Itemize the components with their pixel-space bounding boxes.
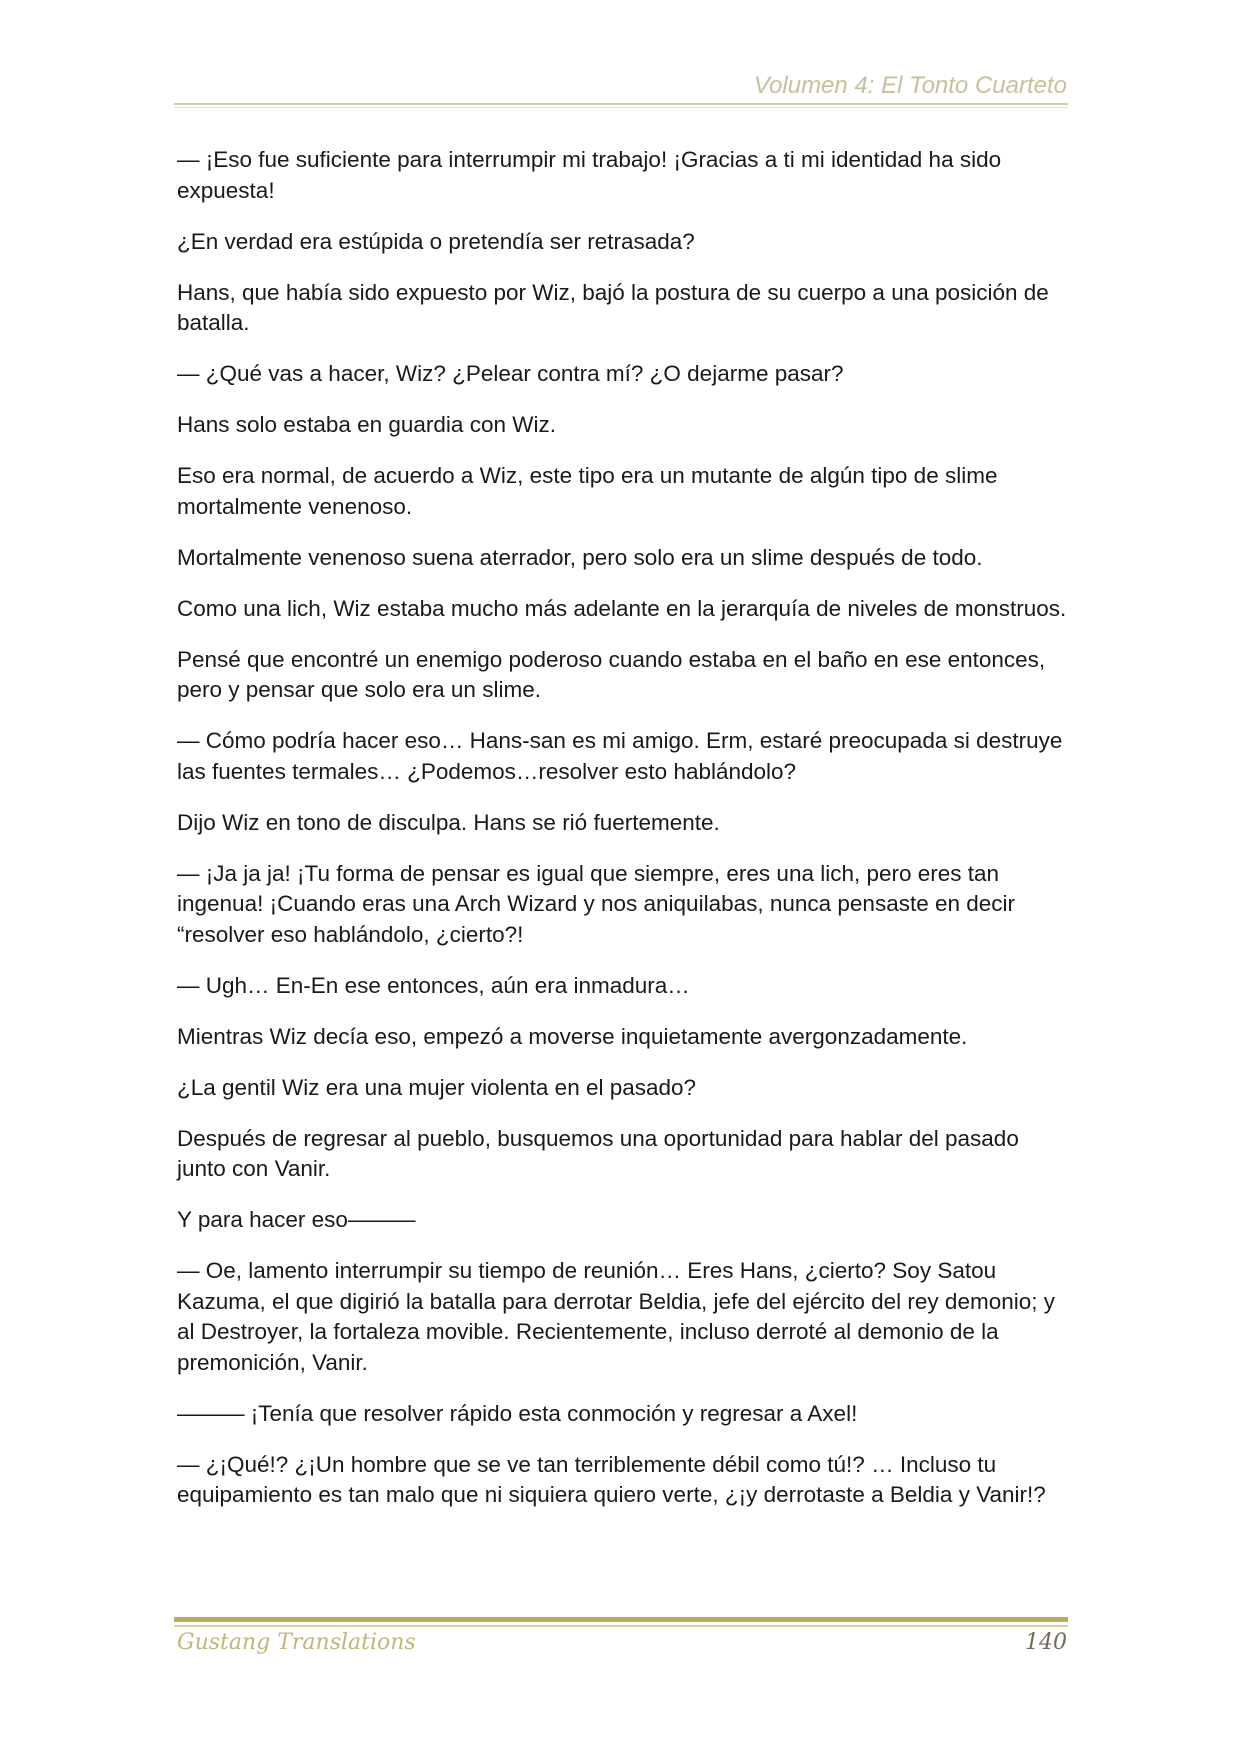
paragraph: Mortalmente venenoso suena aterrador, pero solo era un slime después de todo. <box>177 544 983 570</box>
paragraph: Hans, que había sido expuesto por Wiz, bajó la postura de su cuerpo a una posición de batalla. <box>177 279 1049 335</box>
paragraph: Después de regresar al pueblo, busquemos una oportunidad para hablar del pasado junto con Vanir. <box>177 1125 1019 1181</box>
paragraph: ——— ¡Tenía que resolver rápido esta conmoción y regresar a Axel! <box>177 1400 858 1426</box>
running-header-title: Volumen 4: El Tonto Cuarteto <box>753 72 1067 99</box>
page-number: 140 <box>1025 1630 1067 1655</box>
footer-divider <box>174 1617 1068 1622</box>
footer-publisher: Gustang Translations <box>177 1630 416 1655</box>
paragraph: — Ugh… En-En ese entonces, aún era inmadura… <box>177 972 690 998</box>
paragraph: Pensé que encontré un enemigo poderoso cuando estaba en el baño en ese entonces, pero y pensar que solo era un slime. <box>177 646 1046 702</box>
footer-divider-secondary <box>174 1625 1068 1627</box>
paragraph: — Oe, lamento interrumpir su tiempo de reunión… Eres Hans, ¿cierto? Soy Satou Kazuma, el que digirió la batalla para derrotar Beldia, jefe del ejército del rey demonio; y al Destroyer, la fortaleza movible. Recientemente, incluso derroté al demonio de la premonición, Vanir. <box>177 1258 1055 1375</box>
header-divider-secondary <box>174 107 1068 108</box>
paragraph: Mientras Wiz decía eso, empezó a moverse inquietamente avergonzadamente. <box>177 1023 968 1049</box>
paragraph: Como una lich, Wiz estaba mucho más adelante en la jerarquía de niveles de monstruos. <box>177 595 1067 621</box>
paragraph: — ¿¡Qué!? ¿¡Un hombre que se ve tan terriblemente débil como tú!? … Incluso tu equipamiento es tan malo que ni siquiera quiero verte, ¿¡y derrotaste a Beldia y Vanir!? <box>177 1451 1046 1507</box>
paragraph: — ¡Ja ja ja! ¡Tu forma de pensar es igual que siempre, eres una lich, pero eres tan ingenua! ¡Cuando eras una Arch Wizard y nos aniquilabas, nunca pensaste en decir “resolver eso hablándolo, ¿cierto?! <box>177 860 1016 947</box>
paragraph: — ¡Eso fue suficiente para interrumpir mi trabajo! ¡Gracias a ti mi identidad ha sido expuesta! <box>177 147 1002 203</box>
paragraph: Eso era normal, de acuerdo a Wiz, este tipo era un mutante de algún tipo de slime mortalmente venenoso. <box>177 463 998 519</box>
page-body <box>177 145 1069 1531</box>
paragraph: — Cómo podría hacer eso… Hans-san es mi amigo. Erm, estaré preocupada si destruye las fuentes termales… ¿Podemos…resolver esto hablándolo? <box>177 728 1063 784</box>
header-divider <box>174 103 1068 105</box>
paragraph: Dijo Wiz en tono de disculpa. Hans se rió fuertemente. <box>177 809 720 835</box>
paragraph: ¿En verdad era estúpida o pretendía ser retrasada? <box>177 228 695 254</box>
paragraph: — ¿Qué vas a hacer, Wiz? ¿Pelear contra mí? ¿O dejarme pasar? <box>177 361 844 386</box>
paragraph: Hans solo estaba en guardia con Wiz. <box>177 412 556 437</box>
paragraph: ¿La gentil Wiz era una mujer violenta en el pasado? <box>177 1074 697 1100</box>
paragraph: Y para hacer eso——— <box>177 1207 416 1232</box>
